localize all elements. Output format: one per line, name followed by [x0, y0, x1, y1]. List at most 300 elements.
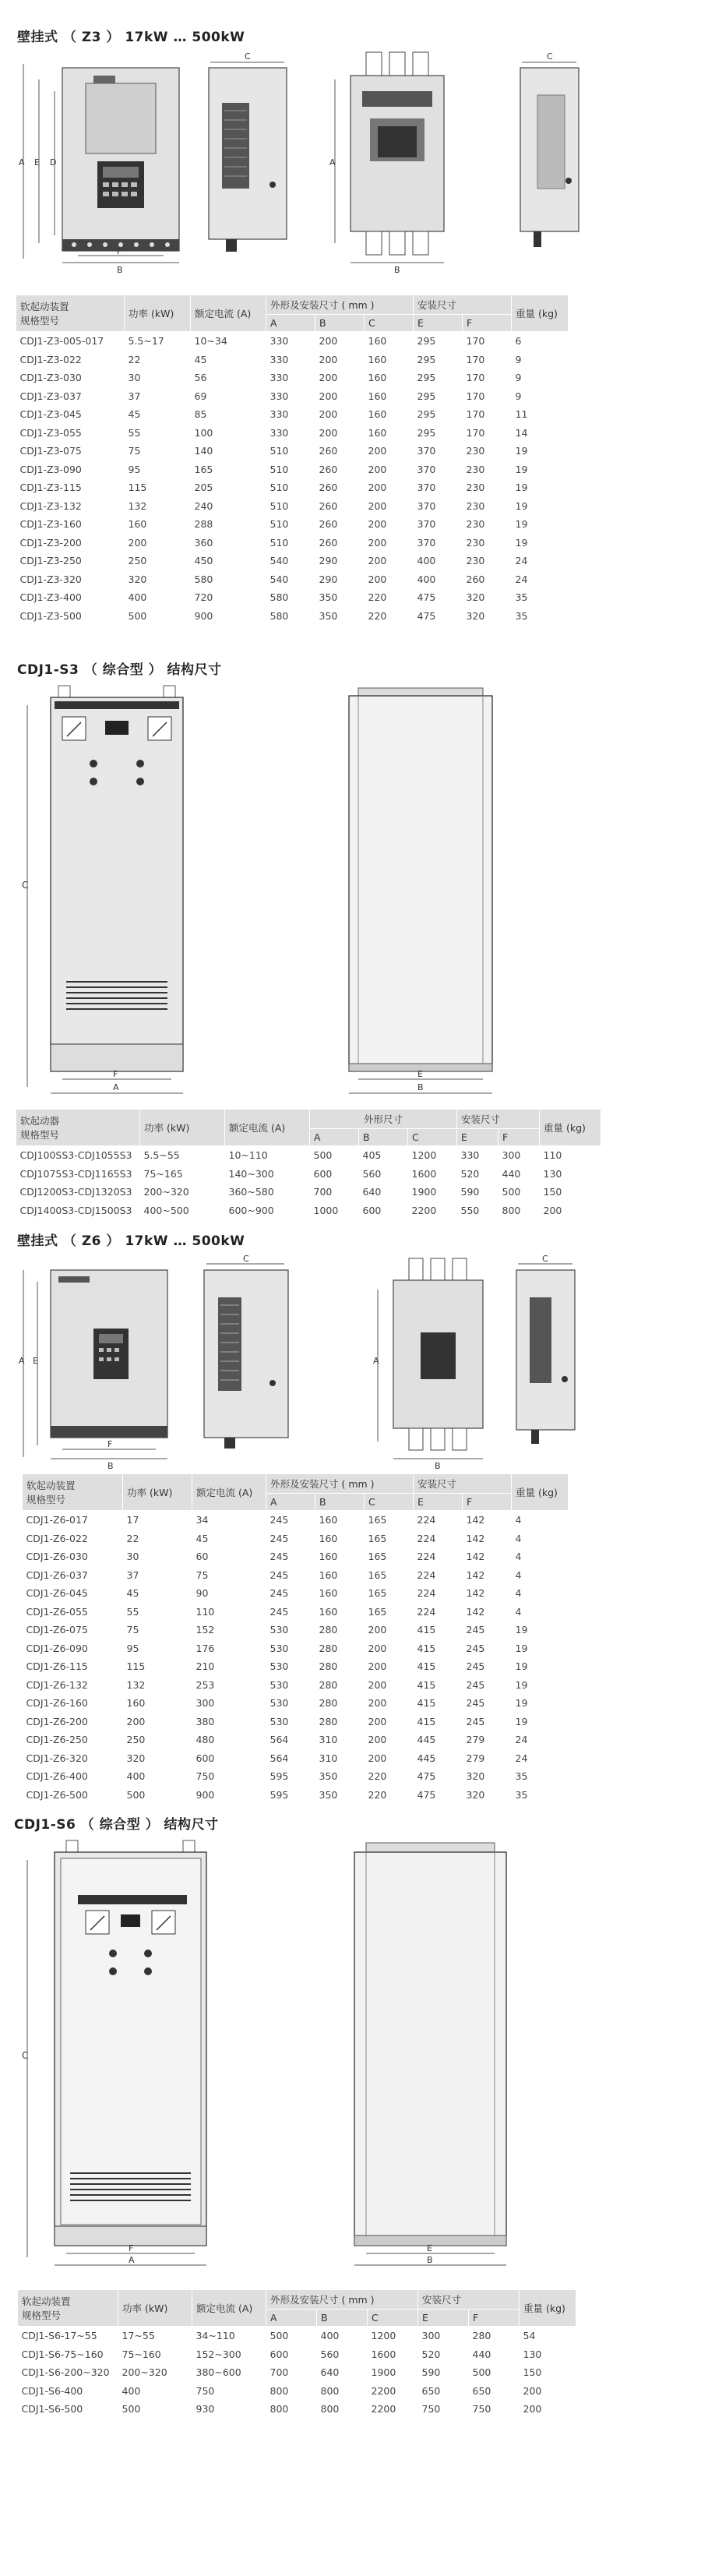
- table-cell: 1600: [371, 2348, 396, 2360]
- table-cell: 11: [515, 408, 528, 421]
- table-cell: 17~55: [122, 2330, 155, 2342]
- table-cell: 1600: [411, 1167, 437, 1180]
- table-cell: 200: [543, 1204, 562, 1216]
- table-cell: 530: [269, 1697, 289, 1710]
- table-cell: CDJ1-Z3-005-017: [19, 335, 104, 348]
- table-cell: 142: [466, 1551, 485, 1563]
- col-install: 安装尺寸: [414, 295, 512, 315]
- table-cell: 260: [319, 518, 338, 531]
- z6-drawings: [16, 1254, 685, 1473]
- table-cell: 22: [128, 353, 141, 365]
- table-cell: 165: [368, 1514, 387, 1526]
- table-cell: 400: [417, 573, 436, 585]
- table-cell: 22: [126, 1532, 139, 1544]
- table-cell: 480: [196, 1734, 215, 1746]
- table-cell: 176: [196, 1642, 215, 1654]
- table-cell: 230: [466, 518, 485, 531]
- table-cell: 300: [196, 1697, 215, 1710]
- table-cell: 400: [122, 2384, 141, 2397]
- table-cell: CDJ1-Z6-090: [26, 1642, 88, 1654]
- table-cell: 320: [466, 609, 485, 622]
- table-cell: 540: [269, 573, 289, 585]
- table-cell: 230: [466, 463, 485, 475]
- table-cell: CDJ1-Z3-400: [19, 591, 82, 604]
- table-cell: 520: [421, 2348, 441, 2360]
- svg-text:E: E: [417, 1069, 423, 1079]
- table-cell: 152: [196, 1624, 215, 1636]
- table-cell: 165: [368, 1605, 387, 1618]
- table-cell: 600: [269, 2348, 289, 2360]
- table-cell: 200: [319, 390, 338, 402]
- table-cell: 200: [368, 1752, 387, 1764]
- table-cell: 370: [417, 499, 436, 512]
- table-row: [23, 1713, 569, 1731]
- table-cell: 152~300: [196, 2348, 241, 2360]
- table-cell: 165: [368, 1551, 387, 1563]
- table-cell: 160: [368, 426, 387, 439]
- table-cell: CDJ1-Z3-045: [19, 408, 82, 421]
- table-row: [16, 534, 569, 552]
- table-cell: 220: [368, 1770, 387, 1783]
- table-cell: 75: [128, 445, 141, 457]
- table-cell: 150: [523, 2366, 542, 2379]
- col-weight: 重量 (kg): [512, 295, 569, 332]
- table-cell: 450: [194, 555, 213, 567]
- table-cell: 750: [196, 1770, 215, 1783]
- table-cell: 290: [319, 573, 338, 585]
- table-cell: 295: [417, 372, 436, 384]
- table-row: [23, 1584, 569, 1603]
- table-row: [18, 2382, 576, 2401]
- table-cell: 590: [421, 2366, 441, 2379]
- dim-label-e: E: [34, 157, 40, 168]
- table-cell: 260: [319, 499, 338, 512]
- table-cell: 245: [269, 1551, 289, 1563]
- table-cell: 440: [472, 2348, 491, 2360]
- table-cell: 280: [319, 1624, 338, 1636]
- table-cell: 34~110: [196, 2330, 235, 2342]
- table-cell: 310: [319, 1752, 338, 1764]
- table-cell: 200: [368, 573, 387, 585]
- table-row: [16, 497, 569, 516]
- table-cell: 370: [417, 482, 436, 494]
- table-cell: 140: [194, 445, 213, 457]
- table-cell: 170: [466, 408, 485, 421]
- table-cell: 280: [472, 2330, 491, 2342]
- table-cell: 85: [194, 408, 207, 421]
- table-cell: 200: [319, 335, 338, 348]
- table-cell: 445: [417, 1734, 436, 1746]
- table-cell: 35: [515, 1770, 528, 1783]
- col-outer: 外形及安装尺寸 ( mm ): [266, 295, 414, 315]
- table-cell: 200: [319, 408, 338, 421]
- table-row: [16, 461, 569, 479]
- table-cell: 4: [515, 1551, 522, 1563]
- table-cell: 160: [319, 1514, 338, 1526]
- table-cell: 400: [320, 2330, 340, 2342]
- table-cell: 564: [269, 1752, 289, 1764]
- table-cell: 415: [417, 1697, 436, 1710]
- table-cell: 280: [319, 1678, 338, 1691]
- table-cell: 150: [543, 1186, 562, 1198]
- table-cell: 510: [269, 463, 289, 475]
- svg-text:B: B: [417, 1082, 424, 1092]
- table-cell: 600: [313, 1167, 333, 1180]
- table-cell: 110: [196, 1605, 215, 1618]
- table-cell: 19: [515, 445, 528, 457]
- table-cell: 280: [319, 1642, 338, 1654]
- table-cell: 245: [269, 1532, 289, 1544]
- z3-spec-table: 软起动装置 规格型号 功率 (kW) 额定电流 (A) 外形及安装尺寸 ( mm ) 安装尺寸 重量 (kg) A B C E F CDJ1-Z3-005-017 5.5~17 10~34 330 200 160 295 170 6 CDJ1-Z3-022 22 45 330 200 160 295 170 9 CDJ1-Z3-030 30 56 330 200 160 295 170 9 CDJ1-Z3-037 37 69 330 200 160 295 170 9 CDJ1-Z3-045 45 85 330 200 160 295 170 11 CDJ1-Z3-055 55 100 330 200 160 295 170 14 CDJ1-Z3-075 75 140 510 260 200 370 230 19 CDJ1-Z3-090 95 165 510 260 200 370 230 19 CDJ1-Z3-115 115 205 510 260 200 370 230 19 CDJ1-Z3-132 132 240 510 260 200 370 230 19 CDJ1-Z3-160 160 288 510 260 200 370 230 19 CDJ1-Z3-200 200 360 510 260 200 370 230 19 CDJ1-Z3-250 250 450 540 290 200 400 230 24 CDJ1-Z3-320 320 580 540 290 200 400 260 24 CDJ1-Z3-400 400 720 580 350 220 475 320 35 CDJ1-Z3-500 500 900 580 350 220 475 320 35: [16, 295, 569, 625]
- s3-side-view: [349, 688, 492, 1093]
- table-cell: 475: [417, 609, 436, 622]
- table-cell: CDJ100SS3-CDJ1055S3: [19, 1149, 132, 1162]
- table-cell: 45: [194, 353, 207, 365]
- table-cell: 320: [128, 573, 147, 585]
- svg-text:C: C: [22, 2050, 29, 2061]
- table-row: [16, 369, 569, 387]
- table-cell: 19: [515, 1642, 528, 1654]
- table-cell: 280: [319, 1660, 338, 1673]
- table-cell: 9: [515, 372, 522, 384]
- table-cell: 200: [126, 1715, 146, 1727]
- table-cell: 24: [515, 1752, 528, 1764]
- table-cell: 55: [126, 1605, 139, 1618]
- table-cell: 19: [515, 1660, 528, 1673]
- table-cell: CDJ1-S6-17~55: [21, 2330, 97, 2342]
- table-cell: 530: [269, 1642, 289, 1654]
- table-cell: 160: [368, 390, 387, 402]
- table-cell: 290: [319, 555, 338, 567]
- s6-side-view: [354, 1843, 506, 2265]
- table-cell: CDJ1-Z6-037: [26, 1569, 88, 1581]
- svg-text:C: C: [243, 1254, 249, 1264]
- table-row: [23, 1566, 569, 1585]
- s3-front-view: [22, 686, 183, 1093]
- table-cell: CDJ1-Z6-200: [26, 1715, 88, 1727]
- table-row: [16, 607, 569, 626]
- table-cell: 95: [128, 463, 141, 475]
- svg-text:B: B: [435, 1461, 441, 1471]
- section-title-z6: 壁挂式 （ Z6 ） 17kW … 500kW: [17, 1233, 245, 1249]
- table-cell: 37: [126, 1569, 139, 1581]
- table-cell: 295: [417, 353, 436, 365]
- table-row: [16, 1165, 601, 1184]
- table-cell: 245: [466, 1642, 485, 1654]
- table-cell: 200: [319, 426, 338, 439]
- table-row: [23, 1676, 569, 1695]
- table-cell: 1900: [411, 1186, 437, 1198]
- table-cell: 140~300: [228, 1167, 274, 1180]
- table-cell: 350: [319, 591, 338, 604]
- table-cell: CDJ1-Z6-075: [26, 1624, 88, 1636]
- table-cell: 750: [472, 2403, 491, 2415]
- table-cell: 510: [269, 445, 289, 457]
- table-cell: 2200: [371, 2403, 396, 2415]
- table-cell: 24: [515, 555, 528, 567]
- table-cell: 580: [269, 609, 289, 622]
- dim-label-c: C: [245, 51, 251, 62]
- table-cell: 595: [269, 1788, 289, 1801]
- table-cell: 550: [460, 1204, 480, 1216]
- table-row: [18, 2327, 576, 2345]
- table-row: [16, 351, 569, 369]
- table-cell: 130: [543, 1167, 562, 1180]
- table-cell: CDJ1-Z3-037: [19, 390, 82, 402]
- table-cell: 580: [194, 573, 213, 585]
- table-row: [23, 1694, 569, 1713]
- table-cell: 800: [269, 2384, 289, 2397]
- table-cell: 564: [269, 1734, 289, 1746]
- table-cell: 650: [472, 2384, 491, 2397]
- table-cell: 6: [515, 335, 522, 348]
- table-cell: CDJ1-Z3-160: [19, 518, 82, 531]
- s6-drawings: [16, 1837, 685, 2273]
- table-row: [16, 515, 569, 534]
- table-cell: 500: [128, 609, 147, 622]
- table-cell: 510: [269, 518, 289, 531]
- table-cell: 245: [269, 1569, 289, 1581]
- table-cell: 560: [320, 2348, 340, 2360]
- table-cell: 200: [368, 1715, 387, 1727]
- z3-drawings: [16, 48, 685, 274]
- table-row: [23, 1657, 569, 1676]
- table-cell: 95: [126, 1642, 139, 1654]
- svg-text:B: B: [107, 1461, 114, 1471]
- col-power: 功率 (kW): [125, 295, 191, 332]
- table-cell: 310: [319, 1734, 338, 1746]
- table-cell: 230: [466, 536, 485, 549]
- table-cell: 200~320: [122, 2366, 167, 2379]
- z6-front-view: [19, 1270, 167, 1471]
- table-row: [23, 1547, 569, 1566]
- table-cell: 440: [502, 1167, 521, 1180]
- z3-front-view-terminals: [329, 52, 444, 274]
- table-cell: 35: [515, 591, 528, 604]
- table-cell: 224: [417, 1569, 436, 1581]
- table-cell: 5.5~55: [143, 1149, 180, 1162]
- table-cell: 224: [417, 1587, 436, 1600]
- table-cell: 415: [417, 1678, 436, 1691]
- svg-text:F: F: [113, 1069, 118, 1079]
- table-cell: CDJ1-Z3-022: [19, 353, 82, 365]
- table-cell: 24: [515, 573, 528, 585]
- table-cell: 475: [417, 1788, 436, 1801]
- table-row: [16, 1202, 601, 1220]
- table-cell: 245: [466, 1678, 485, 1691]
- table-cell: 2200: [411, 1204, 437, 1216]
- table-cell: 160: [368, 335, 387, 348]
- table-cell: 160: [368, 408, 387, 421]
- table-cell: 800: [320, 2403, 340, 2415]
- table-cell: 30: [128, 372, 141, 384]
- table-cell: 224: [417, 1532, 436, 1544]
- table-cell: 530: [269, 1678, 289, 1691]
- table-cell: 279: [466, 1752, 485, 1764]
- table-cell: 330: [269, 335, 289, 348]
- table-cell: 400: [128, 591, 147, 604]
- s6-spec-table: 软起动装置 规格型号 功率 (kW) 额定电流 (A) 外形及安装尺寸 ( mm ) 安装尺寸 重量 (kg) A B C E F CDJ1-S6-17~55 17~55 34~110 500 400 1200 300 280 54 CDJ1-S6-75~160 75~160 152~300 600 560 1600 520 440 130 CDJ1-S6-200~320 200~320 380~600 700 640 1900 590 500 150 CDJ1-S6-400 400 750 800 800 2200 650 650 200 CDJ1-S6-500 500 930 800 800 2200 750 750 200: [17, 2289, 576, 2419]
- table-cell: CDJ1-Z3-132: [19, 499, 82, 512]
- table-cell: 160: [128, 518, 147, 531]
- table-cell: 165: [368, 1532, 387, 1544]
- z6-side-view-2: [516, 1254, 575, 1444]
- table-cell: 500: [269, 2330, 289, 2342]
- table-cell: 530: [269, 1624, 289, 1636]
- table-cell: CDJ1-S6-200~320: [21, 2366, 110, 2379]
- table-cell: 132: [128, 499, 147, 512]
- table-cell: 530: [269, 1660, 289, 1673]
- table-cell: 220: [368, 591, 387, 604]
- table-cell: 320: [466, 1770, 485, 1783]
- table-cell: 800: [320, 2384, 340, 2397]
- table-cell: CDJ1400S3-CDJ1500S3: [19, 1204, 132, 1216]
- table-row: [18, 2363, 576, 2382]
- table-cell: 170: [466, 353, 485, 365]
- table-cell: 4: [515, 1532, 522, 1544]
- table-cell: 540: [269, 555, 289, 567]
- table-row: [16, 478, 569, 497]
- table-row: [16, 588, 569, 607]
- table-cell: 245: [466, 1697, 485, 1710]
- table-cell: 500: [472, 2366, 491, 2379]
- table-cell: CDJ1-Z6-030: [26, 1551, 88, 1563]
- table-cell: 279: [466, 1734, 485, 1746]
- table-cell: 200: [368, 555, 387, 567]
- table-row: [23, 1511, 569, 1530]
- svg-text:F: F: [107, 1439, 113, 1449]
- section-title-s3: CDJ1-S3 （ 综合型 ） 结构尺寸: [17, 662, 222, 678]
- table-cell: 200: [368, 1734, 387, 1746]
- table-cell: 19: [515, 1697, 528, 1710]
- table-cell: 295: [417, 390, 436, 402]
- table-cell: 500: [126, 1788, 146, 1801]
- table-cell: 245: [269, 1587, 289, 1600]
- table-cell: 19: [515, 499, 528, 512]
- z6-spec-table: 软起动装置 规格型号 功率 (kW) 额定电流 (A) 外形及安装尺寸 ( mm ) 安装尺寸 重量 (kg) A B C E F CDJ1-Z6-017 17 34 245 160 165 224 142 4 CDJ1-Z6-022 22 45 245 160 165 224 142 4 CDJ1-Z6-030 30 60 245 160 165 224 142 4 CDJ1-Z6-037 37 75 245 160 165 224 142 4 CDJ1-Z6-045 45 90 245 160 165 224 142 4 CDJ1-Z6-055 55 110 245 160 165 224 142 4 CDJ1-Z6-075 75 152 530 280 200 415 245 19 CDJ1-Z6-090 95 176 530 280 200 415 245 19 CDJ1-Z6-115 115 210 530 280 200 415 245 19 CDJ1-Z6-132 132 253 530 280 200 415 245 19 CDJ1-Z6-160 160 300 530 280 200 415 245 19 CDJ1-Z6-200 200 380 530 280 200 415 245 19 CDJ1-Z6-250 250 480 564 310 200 445 279 24 CDJ1-Z6-320 320 600 564 310 200 445 279 24 CDJ1-Z6-400 400 750 595 350 220 475 320 35 CDJ1-Z6-500 500 900 595 350 220 475 320 35: [22, 1473, 569, 1804]
- table-cell: CDJ1-Z6-160: [26, 1697, 88, 1710]
- table-cell: 330: [269, 390, 289, 402]
- table-cell: 800: [502, 1204, 521, 1216]
- table-cell: 600: [196, 1752, 215, 1764]
- table-cell: 300: [502, 1149, 521, 1162]
- table-cell: 230: [466, 445, 485, 457]
- table-cell: CDJ1-Z3-090: [19, 463, 82, 475]
- table-cell: 380: [196, 1715, 215, 1727]
- table-cell: 200: [368, 445, 387, 457]
- table-cell: 700: [313, 1186, 333, 1198]
- table-cell: 280: [319, 1715, 338, 1727]
- table-cell: 132: [126, 1678, 146, 1691]
- z6-front-view-terminals: [373, 1258, 483, 1471]
- table-cell: 530: [269, 1715, 289, 1727]
- table-cell: 230: [466, 499, 485, 512]
- table-cell: 9: [515, 353, 522, 365]
- table-cell: 110: [543, 1149, 562, 1162]
- svg-text:B: B: [427, 2255, 433, 2265]
- table-cell: 75~165: [143, 1167, 183, 1180]
- table-cell: 160: [319, 1569, 338, 1581]
- table-cell: 930: [196, 2403, 215, 2415]
- table-cell: 245: [466, 1715, 485, 1727]
- table-cell: 170: [466, 390, 485, 402]
- table-cell: 160: [368, 353, 387, 365]
- table-cell: 520: [460, 1167, 480, 1180]
- z3-front-view: [19, 64, 179, 274]
- table-row: [16, 424, 569, 443]
- table-cell: 750: [421, 2403, 441, 2415]
- table-cell: 400: [417, 555, 436, 567]
- table-cell: CDJ1-Z6-055: [26, 1605, 88, 1618]
- table-cell: CDJ1-Z6-132: [26, 1678, 88, 1691]
- table-cell: 295: [417, 335, 436, 348]
- table-row: [16, 1146, 601, 1165]
- table-row: [16, 405, 569, 424]
- table-cell: 1000: [313, 1204, 339, 1216]
- table-cell: 350: [319, 609, 338, 622]
- table-cell: 250: [128, 555, 147, 567]
- table-cell: 200: [128, 536, 147, 549]
- table-cell: 115: [126, 1660, 146, 1673]
- svg-text:B: B: [394, 265, 400, 274]
- table-cell: 370: [417, 463, 436, 475]
- dim-label-a: A: [19, 157, 25, 168]
- table-cell: 170: [466, 372, 485, 384]
- table-cell: 75: [126, 1624, 139, 1636]
- table-cell: 19: [515, 1624, 528, 1636]
- table-cell: 230: [466, 555, 485, 567]
- table-cell: 1200: [371, 2330, 396, 2342]
- table-cell: CDJ1-Z6-045: [26, 1587, 88, 1600]
- table-cell: 5.5~17: [128, 335, 164, 348]
- table-cell: 4: [515, 1587, 522, 1600]
- table-cell: 75: [196, 1569, 209, 1581]
- table-cell: CDJ1-Z3-500: [19, 609, 82, 622]
- table-cell: CDJ1-Z3-030: [19, 372, 82, 384]
- table-cell: 240: [194, 499, 213, 512]
- svg-text:F: F: [129, 2243, 134, 2253]
- table-row: [23, 1749, 569, 1768]
- table-cell: 415: [417, 1715, 436, 1727]
- table-row: [23, 1767, 569, 1786]
- table-row: [16, 387, 569, 406]
- dim-label-b: B: [117, 265, 123, 274]
- table-cell: CDJ1-Z6-400: [26, 1770, 88, 1783]
- table-cell: CDJ1-S6-400: [21, 2384, 83, 2397]
- table-row: [16, 1183, 601, 1202]
- table-cell: CDJ1-S6-500: [21, 2403, 83, 2415]
- table-cell: 224: [417, 1551, 436, 1563]
- table-cell: 142: [466, 1587, 485, 1600]
- table-cell: 600~900: [228, 1204, 274, 1216]
- table-cell: 720: [194, 591, 213, 604]
- table-cell: 245: [466, 1660, 485, 1673]
- table-cell: 17: [126, 1514, 139, 1526]
- table-cell: 4: [515, 1514, 522, 1526]
- table-cell: 19: [515, 518, 528, 531]
- table-cell: CDJ1-Z3-320: [19, 573, 82, 585]
- table-cell: 590: [460, 1186, 480, 1198]
- table-cell: 1900: [371, 2366, 396, 2379]
- table-cell: CDJ1-Z3-115: [19, 482, 82, 494]
- table-cell: 224: [417, 1514, 436, 1526]
- table-cell: 160: [126, 1697, 146, 1710]
- table-cell: 330: [269, 408, 289, 421]
- col-current: 额定电流 (A): [191, 295, 266, 332]
- table-cell: CDJ1-Z3-250: [19, 555, 82, 567]
- table-cell: 510: [269, 536, 289, 549]
- table-cell: 900: [196, 1788, 215, 1801]
